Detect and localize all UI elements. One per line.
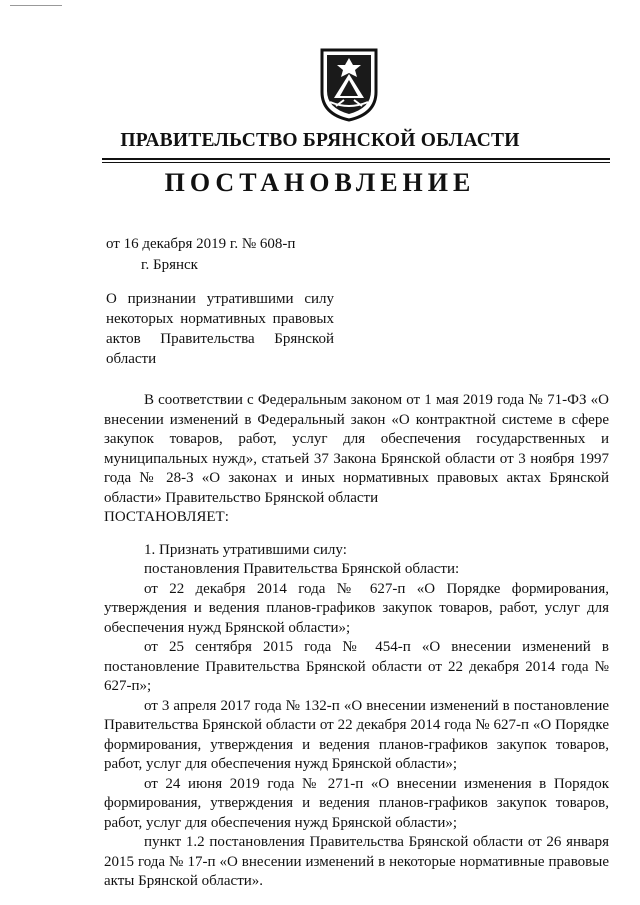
header-rule-thick xyxy=(102,158,610,160)
government-name: ПРАВИТЕЛЬСТВО БРЯНСКОЙ ОБЛАСТИ xyxy=(120,130,520,151)
date-number-line: от 16 декабря 2019 г. № 608-п xyxy=(106,236,296,252)
list-item: пункт 1.2 постановления Правительства Брянской области от 26 января 2015 года № 17-п «О внесении изменений в некоторые нормативные правовые акты Брянской области». xyxy=(104,834,609,889)
title-line: некоторых нормативных правовых xyxy=(106,311,334,327)
sub-heading: постановления Правительства Брянской области: xyxy=(144,561,460,577)
title-line: О признании утратившими силу xyxy=(106,291,334,307)
list-item: от 25 сентября 2015 года № 454-п «О внесении изменений в постановление Правительства Брянской области от 22 декабря 2014 года № 627-п»; xyxy=(104,639,609,694)
preamble-paragraph: В соответствии с Федеральным законом от 1 мая 2019 года № 71-ФЗ «О внесении изменений в Федеральный закон «О контрактной системе в сфере закупок товаров, работ, услуг для обеспечения государственных и муниципальных нужд», статьей 37 Закона Брянской области от 3 ноября 1997 года № 28-З «О законах и иных нормативных правовых актах Брянской области» Правительство Брянской области xyxy=(104,392,609,506)
item-1-heading: 1. Признать утратившими силу: xyxy=(144,541,347,558)
coat-of-arms-icon xyxy=(318,44,380,122)
document-body xyxy=(104,391,609,892)
document-title xyxy=(106,289,334,369)
list-item: от 24 июня 2019 года № 271-п «О внесении изменения в Порядок формирования, утверждения и ведения планов-графиков закупок товаров, работ, услуг для обеспечения нужд Брянской области»; xyxy=(104,775,609,831)
city-line: г. Брянск xyxy=(141,257,198,273)
title-line: актов Правительства Брянской xyxy=(106,331,334,347)
title-line: области xyxy=(106,351,157,367)
list-item: от 3 апреля 2017 года № 132-п «О внесении изменений в постановление Правительства Брянской области от 22 декабря 2014 года № 627-п «О Порядке формирования, утверждения и ведения планов-графиков закупок товаров, работ, услуг для обеспечения нужд Брянской области»; xyxy=(104,697,609,772)
list-item: от 22 декабря 2014 года № 627-п «О Порядке формирования, утверждения и ведения планов-графиков закупок товаров, работ, услуг для обеспечения нужд Брянской области»; xyxy=(104,580,609,636)
scan-edge-line xyxy=(10,5,62,6)
header-rule-thin xyxy=(102,162,610,163)
document-type: ПОСТАНОВЛЕНИЕ xyxy=(164,168,476,197)
resolves-word: ПОСТАНОВЛЯЕТ: xyxy=(104,509,229,525)
